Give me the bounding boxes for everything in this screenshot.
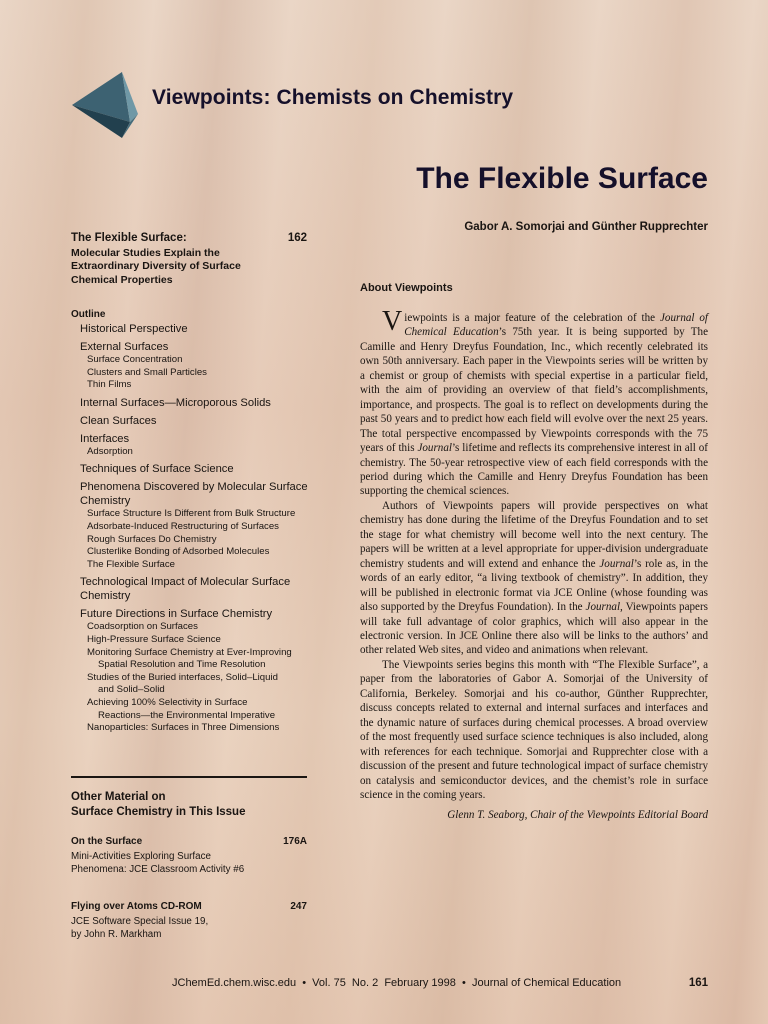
article-title: The Flexible Surface [416,162,708,195]
outline-subsection: Adsorbate-Induced Restructuring of Surfaces [87,520,279,532]
outline-section: Clean Surfaces [80,414,157,427]
outline-section: Phenomena Discovered by Molecular Surface Chemistry [80,481,308,508]
outline-section: Future Directions in Surface Chemistry [80,608,273,621]
text-run: Viewpoints papers will take full advantage of color graphics, which will also appear in the electronic version. In JCE Online there also will be links to the authors’ and other related Web sites, and video and animations when relevant. [360,601,708,657]
outline-label: Outline [71,309,106,320]
item-title: Flying over Atoms CD-ROM [71,901,202,912]
drop-cap: V [382,306,403,337]
journal-name: Journal [599,557,634,570]
journal-name: Journal of Chemical Education [404,312,708,339]
outline-subsection: Thin Films [87,379,132,391]
outline-subsection: Clusters and Small Particles [87,366,207,378]
journal-name: Journal [417,442,452,455]
text-run: iewpoints is a major feature of the celebration of the [404,312,660,324]
about-paragraph [360,499,708,658]
other-material-item [71,901,307,941]
outline-subsection: High-Pressure Surface Science [87,633,221,645]
text-run: ’s lifetime and reflects its comprehensive interest in all of chemistry. The 50-year retrospective view of each field corresponds with the period during which the Camille and Henry Dreyfus Foundation has been supporting the chemical sciences. [360,442,708,498]
outline-subsection: Reactions—the Environmental Imperative [98,709,276,721]
outline-subsection: Studies of the Buried interfaces, Solid–Liquid [87,671,278,683]
article-authors: Gabor A. Somorjai and Günther Rupprechter [464,221,708,233]
text-run: ’s 75th year. It is being supported by The Camille and Henry Dreyfus Foundation, Inc., which recently celebrated its own 50th anniversary. Each paper in the Viewpoints series will be written by a chemist or group of chemists with special expertise in a particular field, with the aim of providing an overview of that field’s accomplishments, importance, and prospects. The goal is to reflect on developments during the past 50 years and to predict how each field will evolve over the next 25 years. The total perspective encompassed by Viewpoints corresponds with the 75 years of this [360,326,708,455]
outline-subsection: Achieving 100% Selectivity in Surface [87,696,248,708]
item-title: On the Surface [71,836,143,847]
outline-subsection: Surface Concentration [87,354,183,365]
outline-list [80,320,320,735]
about-body [360,306,708,823]
outline-section: Interfaces [80,432,130,445]
series-title: Viewpoints: Chemists on Chemistry [152,86,514,109]
toc-heading [71,232,307,244]
text-run: ’s role as, in the words of an early editor, “a living textbook of chemistry”. In addition, they will be published in electronic format via JCE Online (whose founding was also supported by the Dreyfus Foundation). In the [360,557,708,614]
section-divider [71,776,307,778]
outline-subsection: Monitoring Surface Chemistry at Ever-Improving [87,646,292,658]
outline-section: Techniques of Surface Science [80,463,234,476]
item-description-line: Mini-Activities Exploring Surface [71,851,211,862]
toc-subtitle: Molecular Studies Explain the Extraordinary Diversity of Surface Chemical Properties [71,247,241,286]
outline-subsection: Coadsorption on Surfaces [87,621,198,633]
item-description-line: Phenomena: JCE Classroom Activity #6 [71,863,245,875]
outline-subsection: Adsorption [87,445,133,457]
outline-subsection: Nanoparticles: Surfaces in Three Dimensions [87,722,280,734]
about-paragraph: The Viewpoints series begins this month with “The Flexible Surface”, a paper from the laboratories of Gabor A. Somorjai of the University of California, Berkeley. Somorjai and his co-author, Günther Rupprechter, discuss concepts related to external and internal surfaces and interfaces and the dynamic nature of surfaces during chemical processes. A broad overview of the most frequently used surface science techniques is also included, along with references for each technique. Somorjai and Rupprechter close with a discussion of the present and future technological impact of surface chemistry on catalysis and semiconductor devices, and the chemist’s role in surface science in the coming years. [360,658,708,801]
page-footer [172,977,708,989]
text-run: Authors of Viewpoints papers will provide perspectives on what chemistry has done during the lifetime of the Dreyfus Foundation and to set the stage for what chemistry will become well into the next century. The papers will be written at a level appropriate for upper-division undergraduate chemistry students and will extend and enhance the [360,499,708,570]
item-page-number: 176A [283,836,307,847]
outline-section: Historical Perspective [80,323,188,335]
outline-subsection: The Flexible Surface [87,558,175,570]
item-description-line: JCE Software Special Issue 19, [71,916,209,927]
item-page-number: 247 [290,901,307,912]
toc-page-number: 162 [287,232,307,244]
outline-subsection: Surface Structure Is Different from Bulk Structure [87,508,296,520]
outline-section: External Surfaces [80,341,169,353]
other-material-heading-line1: Other Material on [71,791,166,803]
outline-subsection: Rough Surfaces Do Chemistry [87,533,217,545]
other-material-heading-line2: Surface Chemistry in This Issue [71,805,246,818]
toc-title: The Flexible Surface: [71,232,187,244]
item-description-line: by John R. Markham [71,928,162,940]
outline-subsection: and Solid–Solid [98,684,165,696]
viewpoints-logo-icon [72,72,138,138]
about-heading: About Viewpoints [360,282,453,294]
page-number: 161 [688,977,708,989]
journal-name: Journal, [585,601,623,614]
about-paragraph [360,306,708,499]
footer-citation: JChemEd.chem.wisc.edu • Vol. 75 No. 2 February 1998 • Journal of Chemical Education [172,977,622,989]
outline-subsection: Spatial Resolution and Time Resolution [98,659,266,671]
signature: Glenn T. Seaborg, Chair of the Viewpoints Editorial Board [447,809,708,822]
outline-subsection: Clusterlike Bonding of Adsorbed Molecules [87,546,270,558]
outline-section: Internal Surfaces—Microporous Solids [80,396,271,409]
outline-section: Technological Impact of Molecular Surface Chemistry [80,576,291,603]
other-material-heading [71,790,307,819]
other-material-item [71,836,307,876]
